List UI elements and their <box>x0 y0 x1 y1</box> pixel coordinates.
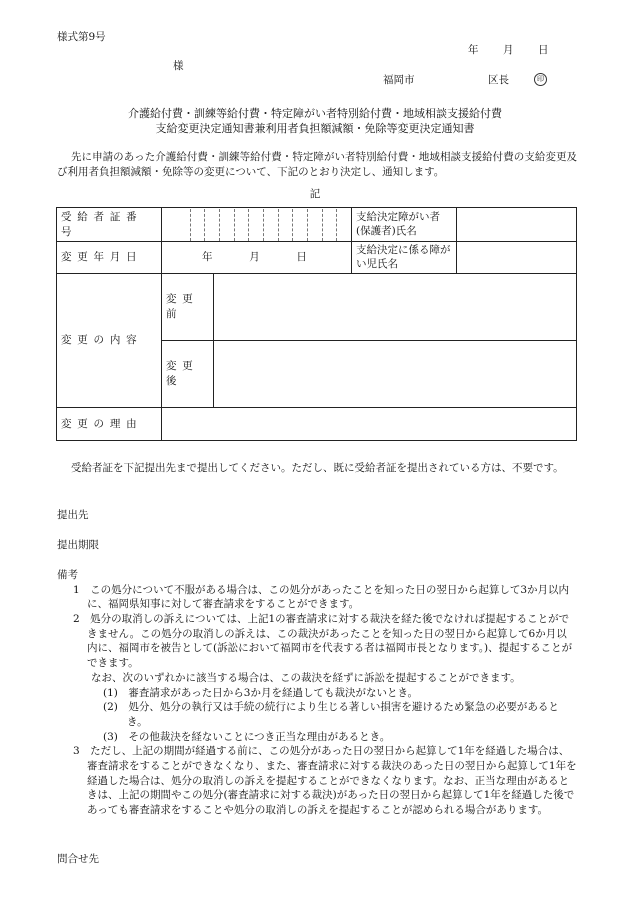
form-number: 様式第9号 <box>57 31 106 43</box>
label-change-date: 変更年月日 <box>57 242 162 274</box>
submit-note: 受給者証を下記提出先まで提出してください。ただし、既に受給者証を提出されている方は、不要です。 <box>71 462 564 474</box>
label-child-name-text: 支給決定に係る障がい児氏名 <box>356 243 451 270</box>
guardian-name-value[interactable] <box>457 208 577 242</box>
label-change-content: 変更の内容 <box>57 274 162 408</box>
intro-text: 先に申請のあった介護給付費・訓練等給付費・特定障がい者特別給付費・地域相談支援給付費の支給変更及び利用者負担額減額・免除等の変更について、下記のとおり決定し、通知します。 <box>57 151 577 178</box>
recipient-suffix: 様 <box>173 60 184 72</box>
recipient-no-boxes[interactable] <box>162 208 352 242</box>
remark-1: 1 この処分について不服がある場合は、この処分があったことを知った日の翌日から起算して3か月以内に、福岡県知事に対して審査請求をすることができます。 <box>73 583 570 611</box>
remark-3: 3 ただし、上記の期間が経過する前に、この処分があった日の翌日から起算して1年を経過した場合は、審査請求をすることができなくなり、また、審査請求に対する裁決のあった日の翌日から起算して1年を経過した場合は、処分の取消しの訴えを提起することができなくなります。なお、正当な理由があるときは、上記の期間やこの処分(審査請求に対する裁決)があった日の翌日から起算して1年を経過した後であっても審査請求をすることや処分の取消しの訴えを提起することが認められる場合があります。 <box>73 745 577 816</box>
date-month: 月 <box>503 44 514 56</box>
remark-2-sub-2: (2) 処分、処分の執行又は手続の続行により生じる著しい損害を避けるため緊急の必要があるとき。 <box>103 701 559 728</box>
title-line-2: 支給変更決定通知書兼利用者負担額減額・免除等変更決定通知書 <box>155 122 475 135</box>
remark-2-sub-1: (1) 審査請求があった日から3か月を経過しても裁決がないとき。 <box>103 686 419 699</box>
change-date-year: 年 <box>202 251 213 264</box>
label-reason: 変更の理由 <box>57 408 162 441</box>
change-date-month: 月 <box>249 251 260 264</box>
remark-2-sub: なお、次のいずれかに該当する場合は、この裁決を経ずに訴訟を提起することができます。 <box>91 671 521 684</box>
remark-2: 2 処分の取消しの訴えについては、上記1の審査請求に対する裁決を経た後でなければ提起することができません。この処分の取消しの訴えは、この裁決があったことを知った日の翌日から起算して6か月以内に、福岡市を被告として(訴訟において福岡市を代表する者は福岡市長となります。)、提起することができます。 <box>73 613 573 670</box>
label-child-name <box>352 242 457 274</box>
remark-2-sub-3: (3) その他裁決を経ないことにつき正当な理由があるとき。 <box>103 730 391 743</box>
issuer-ward-head: 区長 <box>488 74 509 86</box>
inquiry-label: 問合せ先 <box>57 853 99 865</box>
remarks-section <box>57 568 577 818</box>
title-line-1: 介護給付費・訓練等給付費・特定障がい者特別給付費・地域相談支援給付費 <box>128 107 502 120</box>
ki-marker: 記 <box>309 188 321 200</box>
before-value[interactable] <box>214 274 577 341</box>
deadline-label: 提出期限 <box>57 539 99 551</box>
date-year: 年 <box>468 44 479 56</box>
change-date-value[interactable] <box>162 242 352 274</box>
label-after: 変更後 <box>162 341 214 408</box>
after-value[interactable] <box>214 341 577 408</box>
remarks-heading: 備考 <box>57 569 78 581</box>
seal-text: 印 <box>537 75 544 83</box>
reason-value[interactable] <box>162 408 577 441</box>
date-day: 日 <box>538 44 549 56</box>
child-name-value[interactable] <box>457 242 577 274</box>
change-table <box>56 207 577 441</box>
label-recipient-no: 受給者証番号 <box>57 208 162 242</box>
submit-to-label: 提出先 <box>57 509 89 521</box>
seal-mark <box>534 73 547 86</box>
label-before: 変更前 <box>162 274 214 341</box>
change-date-day: 日 <box>296 251 307 264</box>
issuer-city: 福岡市 <box>383 74 415 86</box>
label-guardian-name <box>352 208 457 242</box>
label-guardian-name-text: 支給決定障がい者(保護者)氏名 <box>356 210 441 237</box>
